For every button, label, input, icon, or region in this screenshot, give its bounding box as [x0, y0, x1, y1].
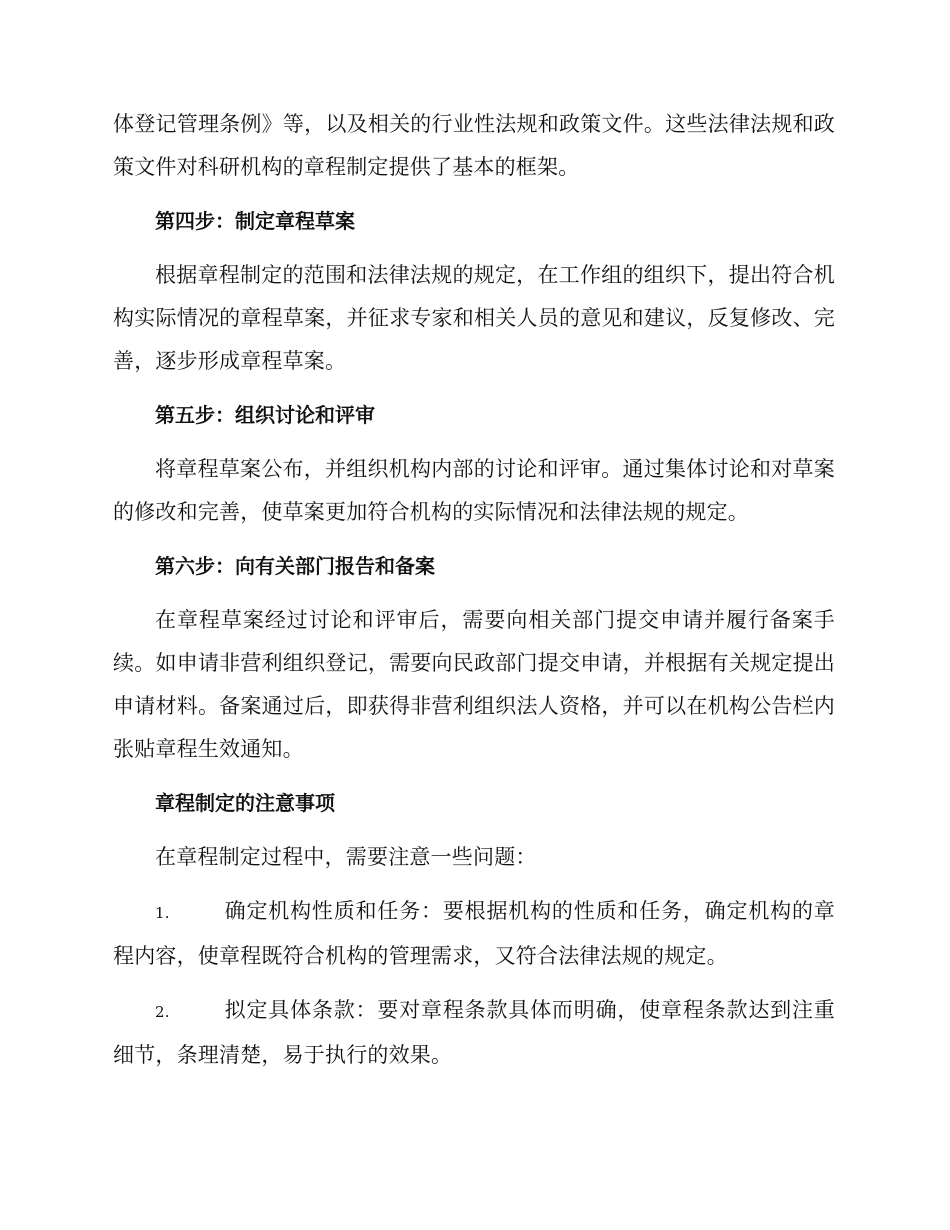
- list-item: [113, 890, 835, 978]
- step4-heading: 第四步：制定章程草案: [155, 209, 355, 233]
- step6-heading: 第六步：向有关部门报告和备案: [155, 554, 435, 578]
- step5-paragraph: 将章程草案公布，并组织机构内部的讨论和评审。通过集体讨论和对草案的修改和完善，使草案更加符合机构的实际情况和法律法规的规定。: [113, 457, 835, 524]
- step4-paragraph: 根据章程制定的范围和法律法规的规定，在工作组的组织下，提出符合机构实际情况的章程草案，并征求专家和相关人员的意见和建议，反复修改、完善，逐步形成章程草案。: [113, 263, 835, 373]
- intro-paragraph: 体登记管理条例》等，以及相关的行业性法规和政策文件。这些法律法规和政策文件对科研机构的章程制定提供了基本的框架。: [113, 112, 835, 179]
- list-item-text: 拟定具体条款：要对章程条款具体而明确，使章程条款达到注重细节，条理清楚，易于执行的效果。: [113, 998, 835, 1067]
- document-body: [113, 103, 835, 1088]
- list-item: [113, 989, 835, 1077]
- list-item-text: 确定机构性质和任务：要根据机构的性质和任务，确定机构的章程内容，使章程既符合机构的管理需求，又符合法律法规的规定。: [113, 899, 835, 968]
- notes-intro-paragraph: 在章程制定过程中，需要注意一些问题：: [155, 845, 537, 869]
- list-item-number: 2.: [155, 1003, 170, 1021]
- notes-heading: 章程制定的注意事项: [155, 791, 335, 815]
- step5-heading: 第五步：组织讨论和评审: [155, 403, 375, 427]
- step6-paragraph: 在章程草案经过讨论和评审后，需要向相关部门提交申请并履行备案手续。如申请非营利组织登记，需要向民政部门提交申请，并根据有关规定提出申请材料。备案通过后，即获得非营利组织法人资格，并可以在机构公告栏内张贴章程生效通知。: [113, 608, 835, 761]
- list-item-number: 1.: [155, 904, 170, 922]
